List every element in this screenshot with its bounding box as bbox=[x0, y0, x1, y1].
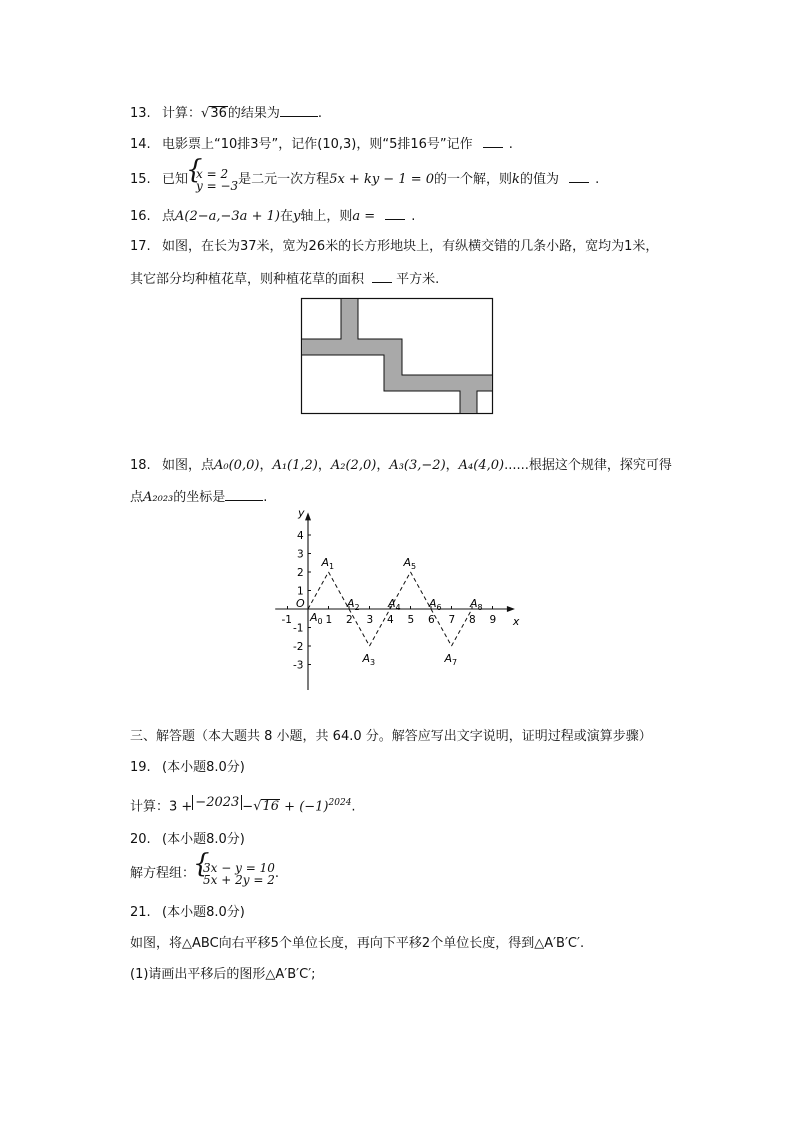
point-coord: A₄(4,0) bbox=[458, 458, 505, 473]
point-coord: A₂(2,0) bbox=[330, 458, 377, 473]
y-axis-arrow bbox=[305, 512, 311, 520]
question-19-header bbox=[130, 759, 245, 777]
question-number: 21. bbox=[130, 905, 151, 920]
answer-blank bbox=[280, 104, 318, 117]
section-3-heading bbox=[130, 728, 652, 746]
question-21-part1 bbox=[130, 966, 316, 984]
question-text: 轴上，则 bbox=[300, 209, 353, 224]
point-label bbox=[444, 652, 458, 667]
garden-paths-figure bbox=[300, 297, 494, 415]
question-number: 19. bbox=[130, 760, 151, 775]
point-label-letter: A bbox=[310, 611, 318, 624]
question-text: 计算： bbox=[162, 106, 202, 121]
question-text: 在 bbox=[279, 209, 293, 224]
point-label-letter: A bbox=[444, 652, 453, 665]
point-label-subscript: 3 bbox=[370, 658, 376, 667]
radicand: 36 bbox=[210, 106, 227, 121]
point-label bbox=[403, 556, 417, 571]
x-tick-label: 7 bbox=[448, 614, 456, 626]
exponent: 2024 bbox=[328, 798, 352, 808]
x-tick-label: 4 bbox=[387, 614, 394, 626]
question-text: 计算：3 + bbox=[130, 799, 193, 815]
zigzag-segment bbox=[411, 572, 432, 609]
question-20-header bbox=[130, 831, 245, 849]
y-tick-label: 2 bbox=[297, 567, 304, 579]
question-text: 平方米. bbox=[396, 272, 440, 287]
separator: ， bbox=[317, 458, 331, 473]
question-18-line2 bbox=[130, 488, 267, 507]
question-text: 电影票上“10排3号”，记作(10,3)，则“5排16号”记作 bbox=[162, 137, 473, 152]
score-note: (本小题8.0分) bbox=[162, 832, 245, 847]
question-16 bbox=[130, 207, 415, 226]
x-tick-label: 9 bbox=[489, 614, 497, 626]
question-text: 的坐标是 bbox=[173, 490, 226, 505]
point-label-subscript: 2 bbox=[354, 603, 360, 612]
question-18-line1 bbox=[130, 457, 672, 475]
question-number: 14. bbox=[130, 137, 151, 152]
y-tick-label: -3 bbox=[293, 659, 304, 672]
separator: ， bbox=[259, 458, 273, 473]
question-number: 15. bbox=[130, 172, 151, 187]
point-label-subscript: 6 bbox=[436, 603, 442, 612]
point-label-subscript: 4 bbox=[395, 603, 401, 612]
zigzag-segment bbox=[308, 572, 329, 609]
x-tick-label: 5 bbox=[407, 614, 415, 626]
question-number: 16. bbox=[130, 209, 151, 224]
period: . bbox=[274, 866, 279, 881]
point-label bbox=[469, 597, 483, 612]
radicand: 16 bbox=[262, 799, 280, 815]
question-15 bbox=[130, 166, 599, 194]
point-label bbox=[428, 597, 442, 612]
x-tick-label: 6 bbox=[428, 614, 435, 626]
math-variable: k bbox=[512, 172, 520, 187]
question-17-line2 bbox=[130, 270, 439, 289]
x-tick-label: 3 bbox=[366, 614, 374, 626]
y-tick-label: 4 bbox=[297, 530, 304, 542]
point-label-letter: A bbox=[403, 556, 412, 569]
sqrt-expression: √36 bbox=[201, 106, 227, 121]
answer-blank bbox=[385, 207, 405, 220]
sqrt-expression: √16 bbox=[253, 799, 280, 815]
point-label-letter: A bbox=[470, 597, 478, 610]
equation-row: y = −3 bbox=[196, 178, 239, 193]
answer-blank bbox=[569, 170, 589, 183]
score-note: (本小题8.0分) bbox=[162, 760, 245, 775]
zigzag-segment bbox=[329, 572, 350, 609]
point-label-subscript: 1 bbox=[329, 562, 335, 571]
x-axis-arrow bbox=[507, 606, 515, 612]
separator: ， bbox=[445, 458, 459, 473]
question-20-body bbox=[130, 860, 279, 888]
equation-row: { 3x − y = 10 bbox=[203, 860, 275, 875]
x-tick-label: -1 bbox=[281, 614, 292, 626]
question-number: 17. bbox=[130, 239, 151, 254]
point-label bbox=[362, 652, 376, 667]
point-label-subscript: 8 bbox=[477, 603, 483, 612]
separator: ， bbox=[376, 458, 390, 473]
equation-row: 5x + 2y = 2 bbox=[203, 872, 275, 887]
point-label-letter: A bbox=[388, 597, 396, 610]
answer-blank bbox=[225, 488, 263, 501]
period: . bbox=[411, 209, 416, 224]
period: . bbox=[263, 490, 268, 505]
minus-sign: − bbox=[242, 799, 254, 815]
math-expression: A(2−a,−3a + 1) bbox=[175, 209, 280, 224]
question-number: 18. bbox=[130, 458, 151, 473]
point-label-subscript: 0 bbox=[317, 617, 323, 626]
question-19-body bbox=[130, 792, 356, 818]
point-label-letter: A bbox=[321, 556, 330, 569]
question-text: 如图，将△ABC向右平移5个单位长度，再向下平移2个单位长度，得到△A′B′C′. bbox=[130, 936, 585, 951]
abs-value: −2023 bbox=[195, 795, 240, 811]
question-text: ......根据这个规律，探究可得 bbox=[504, 458, 672, 473]
question-text: 如图，点 bbox=[162, 458, 215, 473]
question-number: 13. bbox=[130, 106, 151, 121]
point-label-letter: A bbox=[362, 652, 371, 665]
equation-system bbox=[188, 168, 238, 192]
math-expression: 5x + ky − 1 = 0 bbox=[329, 172, 435, 187]
x-tick-label: 8 bbox=[469, 614, 476, 626]
question-21-header bbox=[130, 904, 245, 922]
math-expression: + (−1) bbox=[284, 799, 329, 815]
y-axis-label: y bbox=[298, 506, 305, 520]
point-coord: A₃(3,−2) bbox=[389, 458, 446, 473]
question-17-line1 bbox=[130, 238, 658, 256]
answer-blank bbox=[372, 270, 392, 283]
period: . bbox=[317, 106, 323, 121]
question-text: 其它部分均种植花草，则种植花草的面积 bbox=[130, 272, 365, 287]
y-tick-label: 3 bbox=[297, 548, 304, 561]
y-tick-label: -1 bbox=[293, 622, 304, 635]
question-text: 如图，在长为37米，宽为26米的长方形地块上，有纵横交错的几条小路，宽均为1米， bbox=[162, 239, 659, 254]
score-note: (本小题8.0分) bbox=[162, 905, 245, 920]
point-label bbox=[346, 597, 360, 612]
point-coord: A₁(1,2) bbox=[272, 458, 318, 473]
question-number: 20. bbox=[130, 832, 151, 847]
zigzag-graph bbox=[268, 505, 520, 690]
question-21-body bbox=[130, 935, 584, 953]
period: . bbox=[508, 137, 513, 152]
period: . bbox=[595, 172, 600, 187]
y-tick-label: -2 bbox=[293, 641, 304, 653]
question-14 bbox=[130, 135, 513, 154]
point-coord: A₀(0,0) bbox=[214, 458, 260, 473]
question-13 bbox=[130, 104, 322, 123]
question-text: 的一个解，则 bbox=[434, 172, 513, 187]
origin-label: O bbox=[296, 597, 305, 610]
question-text: 的结果为 bbox=[227, 106, 280, 121]
answer-blank bbox=[483, 135, 503, 148]
period: . bbox=[351, 799, 356, 815]
x-tick-label: 2 bbox=[346, 614, 353, 626]
question-text: (1)请画出平移后的图形△A′B′C′; bbox=[130, 967, 316, 982]
question-text: 点 bbox=[162, 209, 176, 224]
equation-system bbox=[195, 862, 275, 886]
question-text: 解方程组： bbox=[130, 866, 196, 881]
y-tick-label: 1 bbox=[297, 585, 304, 598]
point-label-letter: A bbox=[347, 597, 355, 610]
math-variable: y bbox=[292, 209, 301, 224]
point-label bbox=[321, 556, 335, 571]
point-label-letter: A bbox=[429, 597, 437, 610]
equation-row: { x = 2 bbox=[196, 166, 229, 181]
x-tick-label: 1 bbox=[325, 614, 333, 626]
question-text: 的值为 bbox=[519, 172, 559, 187]
abs-expression bbox=[192, 795, 242, 810]
question-text: 点 bbox=[130, 490, 144, 505]
point-label-subscript: 5 bbox=[411, 562, 417, 571]
math-variable: A₂₀₂₃ bbox=[143, 490, 174, 505]
point-label bbox=[309, 611, 323, 626]
x-axis-label: x bbox=[512, 615, 520, 628]
point-label bbox=[387, 597, 401, 612]
question-text: 是二元一次方程 bbox=[238, 172, 330, 187]
math-expression: a = bbox=[352, 209, 376, 224]
point-label-subscript: 7 bbox=[452, 658, 458, 667]
section-heading-text: 三、解答题（本大题共 8 小题，共 64.0 分。解答应写出文字说明，证明过程或演算步骤） bbox=[130, 729, 652, 744]
question-text: 已知 bbox=[162, 172, 189, 187]
